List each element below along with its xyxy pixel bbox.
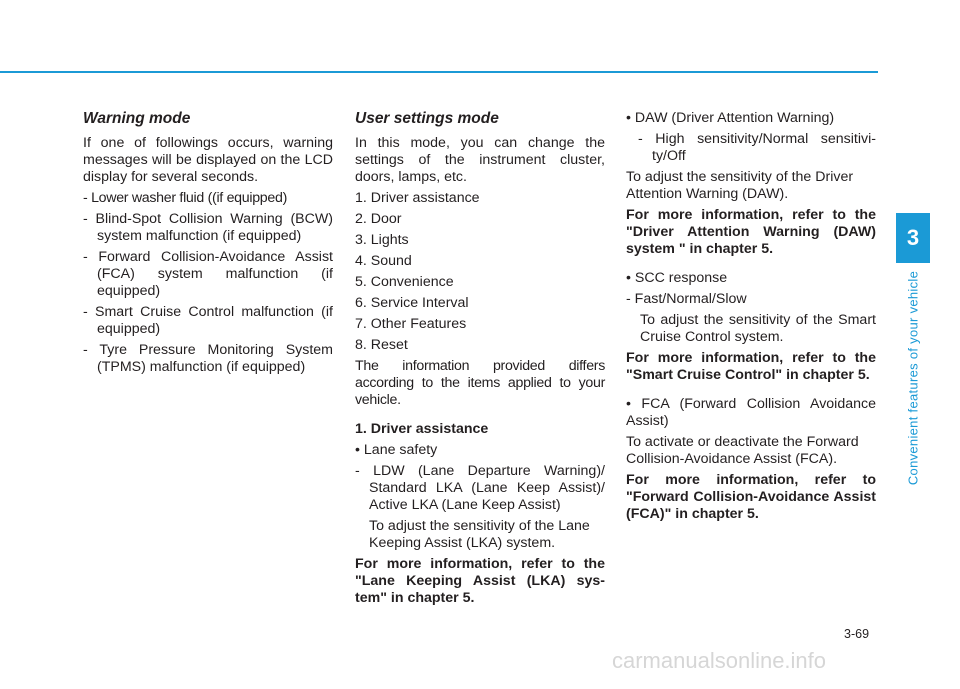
dash-item: - LDW (Lane Departure Warning)/ Standard LKA (Lane Keep Assist)/ Active LKA (Lane Keep Assist) xyxy=(355,463,605,513)
page-number: 3-69 xyxy=(844,627,870,641)
dash-item: - Fast/Normal/Slow xyxy=(626,291,747,307)
list-item: 2. Door xyxy=(355,211,402,227)
subheading: 1. Driver assistance xyxy=(355,421,489,437)
adjust-text: To activate or deactivate the Forward Collision-Avoidance Assist (FCA). xyxy=(626,434,859,467)
chapter-title: Convenient features of your vehicle xyxy=(905,270,921,486)
reference-text: For more information, refer to "Forward Collision-Avoidance Assist (FCA)" in chapter 5. xyxy=(626,472,876,522)
column-warning-mode xyxy=(83,110,333,380)
bullet-item: • DAW (Driver Attention Warning) xyxy=(626,110,835,126)
intro-text: In this mode, you can change the settings of the instrument cluster, doors, lamps, etc. xyxy=(355,135,605,185)
list-item: 1. Driver assistance xyxy=(355,190,480,206)
dash-item: - High sensitivity/Normal sensitivi- ty/Off xyxy=(638,131,876,164)
list-item: 3. Lights xyxy=(355,232,409,248)
list-item: - Smart Cruise Control malfunction (if equipped) xyxy=(83,304,333,337)
bullet-item: • SCC response xyxy=(626,270,728,286)
reference-text: For more information, refer to the "Driver Attention Warning (DAW) system " in chapter 5. xyxy=(626,207,876,257)
chapter-tab: 3 xyxy=(896,213,930,263)
bullet-item: • FCA (Forward Collision Avoidance Assist) xyxy=(626,396,876,429)
section-heading: Warning mode xyxy=(83,110,191,127)
list-item: 8. Reset xyxy=(355,337,408,353)
column-continued xyxy=(626,110,876,527)
reference-text: For more information, refer to the "Smart Cruise Control" in chapter 5. xyxy=(626,350,876,383)
adjust-text: To adjust the sensitivity of the Driver Attention Warning (DAW). xyxy=(626,169,854,202)
section-heading: User settings mode xyxy=(355,110,499,127)
list-item: - Tyre Pressure Monitoring System (TPMS) malfunction (if equipped) xyxy=(83,342,333,375)
list-item: 4. Sound xyxy=(355,253,412,269)
list-item: 6. Service Interval xyxy=(355,295,469,311)
list-item: - Forward Collision-Avoidance Assist (FCA) system malfunction (if equipped) xyxy=(83,249,333,299)
list-item: 5. Convenience xyxy=(355,274,454,290)
bullet-item: • Lane safety xyxy=(355,442,438,458)
reference-text: For more information, refer to the "Lane Keeping Assist (LKA) sys- tem" in chapter 5. xyxy=(355,556,605,606)
list-item: 7. Other Features xyxy=(355,316,467,332)
watermark: carmanualsonline.info xyxy=(612,648,827,673)
header-rule xyxy=(0,71,878,73)
list-item: - Lower washer fluid ((if equipped) xyxy=(83,190,287,206)
column-user-settings xyxy=(355,110,605,611)
adjust-text: To adjust the sensitivity of the Lane Keeping Assist (LKA) system. xyxy=(369,518,590,551)
list-item: - Blind-Spot Collision Warning (BCW) system malfunction (if equipped) xyxy=(83,211,333,244)
info-text: The information provided differs according to the items applied to your vehicle. xyxy=(355,358,605,408)
adjust-text: To adjust the sensitivity of the Smart Cruise Control system. xyxy=(640,312,876,345)
intro-text: If one of followings occurs, warning messages will be displayed on the LCD display for several seconds. xyxy=(83,135,333,185)
